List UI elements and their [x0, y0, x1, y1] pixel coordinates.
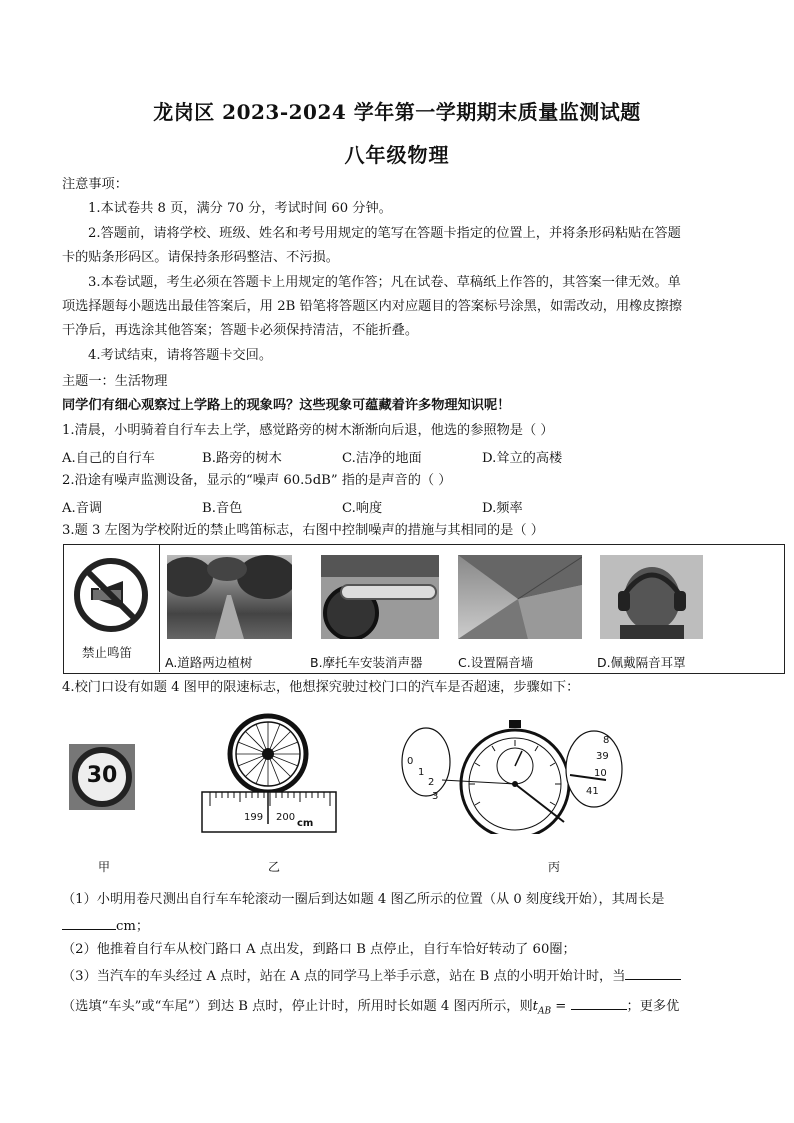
notice-line-4: 4.考试结束，请将答题卡交回。: [88, 348, 273, 363]
no-horn-sign-label: 禁止鸣笛: [82, 645, 133, 660]
q4-stem: 4.校门口设有如题 4 图甲的限速标志，他想探究驶过校门口的汽车是否超速，步骤如下：: [62, 680, 580, 695]
fig-label-bing: 丙: [548, 860, 561, 874]
no-horn-sign-icon: [73, 557, 149, 633]
q2-option-a: A.音调: [62, 501, 103, 516]
fig-label-jia: 甲: [98, 860, 111, 874]
q3-option-d: D.佩戴隔音耳罩: [597, 655, 686, 670]
tree-road-photo: [167, 555, 292, 639]
stopwatch-minute-2: 2: [428, 777, 435, 788]
noise-barrier-photo: [458, 555, 582, 639]
q4-step2: （2）他推着自行车从校门路口 A 点出发，到路口 B 点停止，自行车恰好转动了 60圈；: [62, 942, 576, 957]
fig-label-yi: 乙: [268, 860, 281, 874]
q3-option-a: A.道路两边植树: [165, 655, 253, 670]
notice-line-3c: 干净后，再选涂其他答案；答题卡必须保持清洁，不能折叠。: [62, 323, 419, 338]
q4-step1b-unit: cm；: [116, 919, 150, 934]
notice-heading: 注意事项：: [62, 177, 128, 192]
exam-title: 龙岗区 2023-2024 学年第一学期期末质量监测试题: [153, 100, 641, 124]
q4-step3-blank-1[interactable]: [625, 965, 681, 980]
stopwatch-minute-3: 3: [432, 791, 439, 802]
q2-option-d: D.频率: [482, 501, 523, 516]
stopwatch-minute-0: 0: [407, 756, 414, 767]
q1-option-c: C.洁净的地面: [342, 451, 422, 466]
q4-step3b-post: ；更多优: [626, 999, 680, 1014]
q2-stem: 2.沿途有噪声监测设备，显示的“噪声 60.5dB” 指的是声音的（ ）: [62, 473, 452, 488]
q1-stem: 1.清晨，小明骑着自行车去上学，感觉路旁的树木渐渐向后退，他选的参照物是（ ）: [62, 423, 554, 438]
q3-option-c: C.设置隔音墙: [458, 655, 534, 670]
notice-line-2b: 卡的贴条形码区。请保持条形码整洁、不污损。: [62, 250, 339, 265]
stopwatch-second-10: 10: [594, 768, 607, 779]
stopwatch-second-8: 8: [603, 735, 610, 746]
stopwatch-second-41: 41: [586, 786, 599, 797]
q4-step3b-line: （选填“车头”或“车尾”）到达 B 点时，停止计时，所用时长如题 4 图丙所示，则$t_{AB}$ = ；更多优: [62, 995, 679, 1022]
theme-intro: 同学们有细心观察过上学路上的现象吗？这些现象可蕴藏着许多物理知识呢！: [62, 398, 511, 413]
notice-line-3b: 项选择题每小题选出最佳答案后，用 2B 铅笔将答题区内对应题目的答案标号涂黑，如需改动，用橡皮擦擦: [62, 299, 682, 314]
t-symbol: t: [532, 999, 538, 1014]
ruler-label-200: 200: [276, 812, 296, 823]
earmuff-photo: [600, 555, 703, 639]
q4-step3a: （3）当汽车的车头经过 A 点时，站在 A 点的同学马上举手示意，站在 B 点的小明开始计时，当: [62, 969, 626, 984]
notice-line-1: 1.本试卷共 8 页，满分 70 分，考试时间 60 分钟。: [88, 201, 392, 216]
speed-limit-photo: [69, 744, 135, 810]
speed-limit-value: 30: [86, 763, 118, 788]
q3-figure-box: [63, 544, 785, 674]
ruler-label-199: 199: [244, 812, 264, 823]
q3-figure-divider: [159, 545, 160, 672]
exam-subtitle: 八年级物理: [344, 143, 450, 167]
notice-line-3a: 3.本卷试题，考生必须在答题卡上用规定的笔作答；凡在试卷、草稿纸上作答的，其答案一律无效。单: [88, 275, 681, 290]
q3-option-b: B.摩托车安装消声器: [310, 655, 423, 670]
q4-step3a-line: [62, 965, 681, 987]
q1-option-a: A.自己的自行车: [62, 451, 155, 466]
motorcycle-muffler-photo: [321, 555, 439, 639]
q3-stem: 3.题 3 左图为学校附近的禁止鸣笛标志，右图中控制噪声的措施与其相同的是（ ）: [62, 523, 544, 538]
q4-step3b-pre: （选填“车头”或“车尾”）到达 B 点时，停止计时，所用时长如题 4 图丙所示，则: [62, 999, 533, 1014]
q4-step1b-line: [62, 915, 149, 937]
q4-step1-blank[interactable]: [62, 915, 116, 930]
theme-title: 主题一：生活物理: [62, 374, 168, 389]
ruler-unit-cm: cm: [297, 818, 314, 829]
q2-option-b: B.音色: [202, 501, 243, 516]
q4-step3-blank-2[interactable]: [571, 995, 627, 1010]
notice-line-2a: 2.答题前，请将学校、班级、姓名和考号用规定的笔写在答题卡指定的位置上，并将条形码粘贴在答题: [88, 226, 681, 241]
q1-option-b: B.路旁的树木: [202, 451, 282, 466]
stopwatch-minute-1: 1: [418, 767, 425, 778]
q2-option-c: C.响度: [342, 501, 383, 516]
bicycle-wheel-ruler-figure: [200, 712, 340, 836]
stopwatch-second-39: 39: [596, 751, 609, 762]
q1-option-d: D.耸立的高楼: [482, 451, 563, 466]
t-subscript: AB: [537, 1006, 552, 1017]
q4-step1a: （1）小明用卷尺测出自行车车轮滚动一圈后到达如题 4 图乙所示的位置（从 0 刻度线开始），其周长是: [62, 892, 665, 907]
